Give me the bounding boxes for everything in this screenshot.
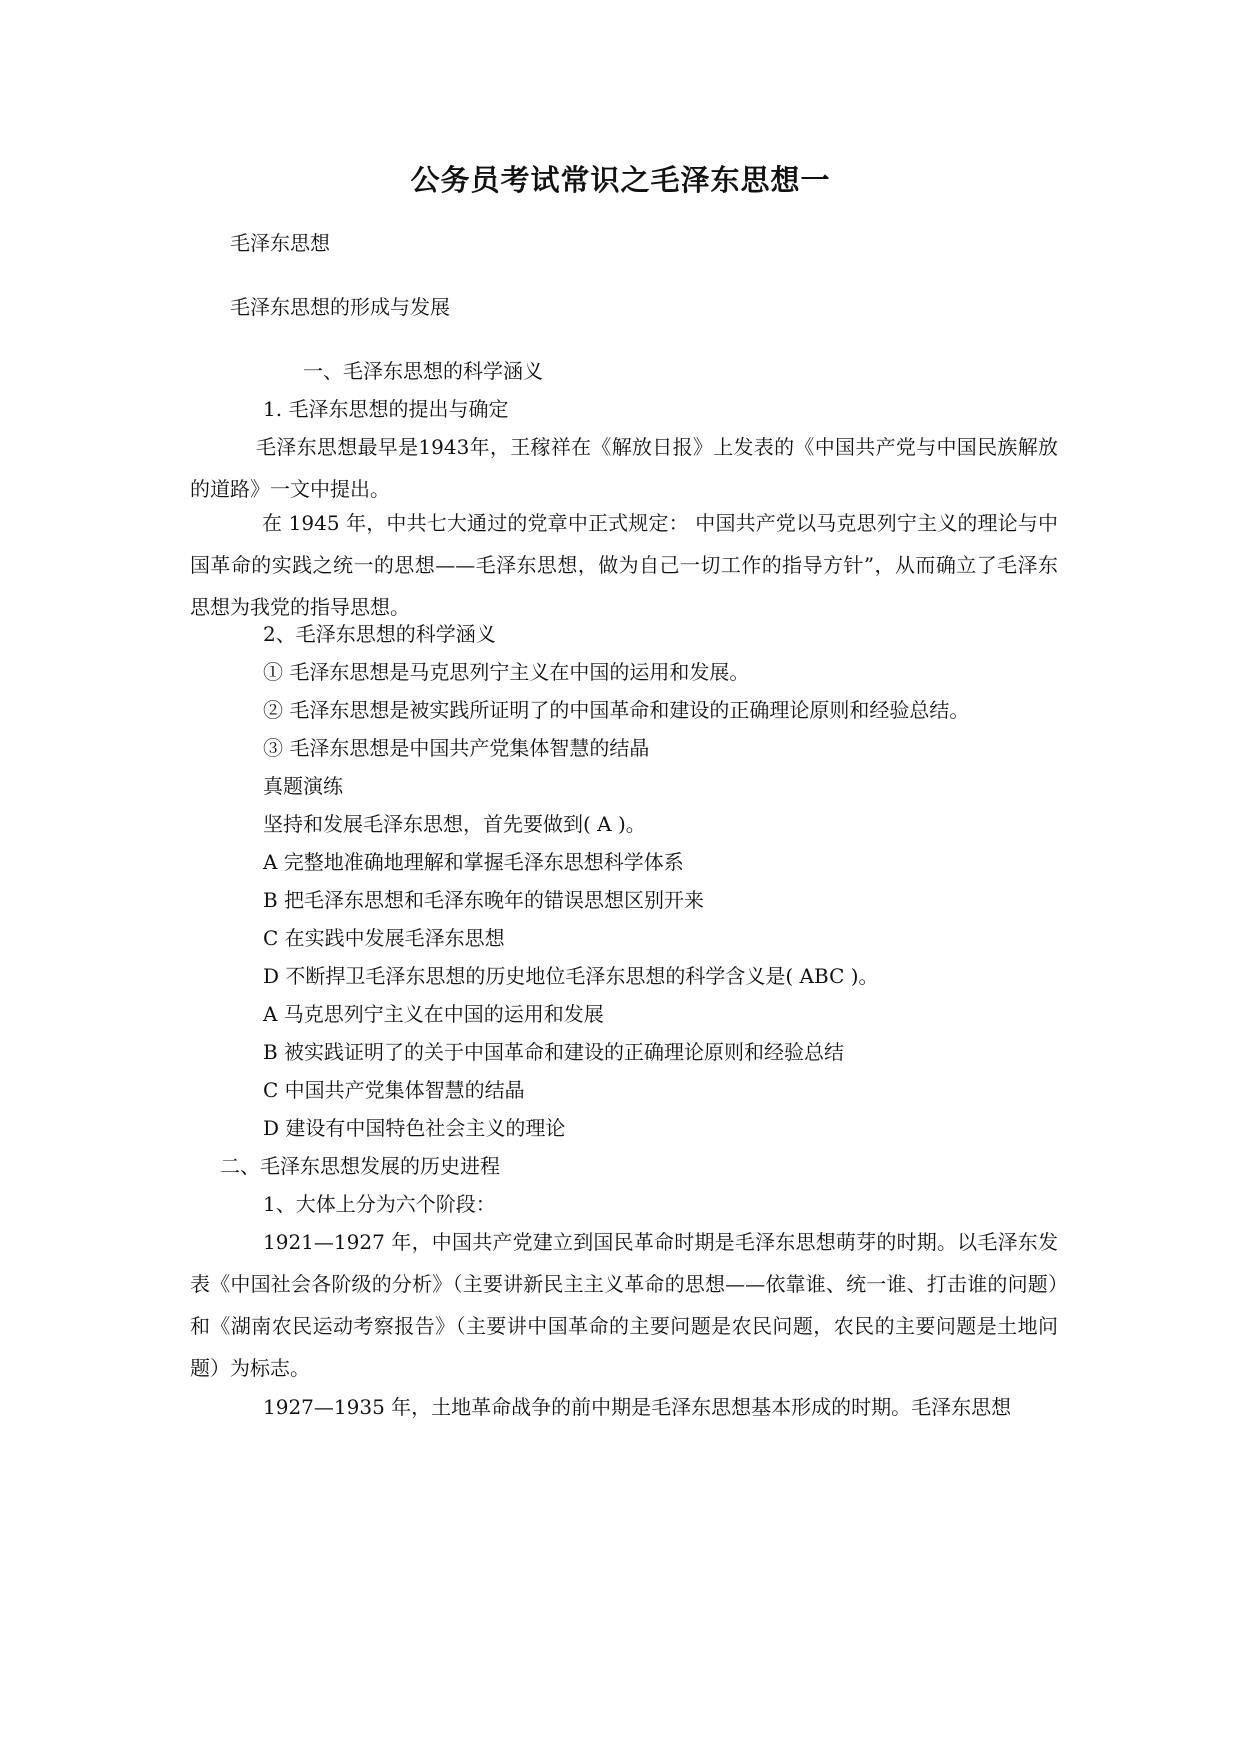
- question-one-option-b: B 把毛泽东思想和毛泽东晚年的错误思想区别开来: [263, 888, 705, 912]
- point-one: ① 毛泽东思想是马克思列宁主义在中国的运用和发展。: [263, 660, 750, 684]
- question-one: 坚持和发展毛泽东思想，首先要做到( A )。: [263, 812, 646, 836]
- paragraph-stage-1927-1935: 1927—1935 年，土地革命战争的前中期是毛泽东思想基本形成的时期。毛泽东思想: [263, 1395, 1012, 1419]
- exercise-heading: 真题演练: [263, 774, 343, 798]
- question-one-option-a: A 完整地准确地理解和掌握毛泽东思想科学体系: [263, 850, 684, 874]
- section-heading-scientific-meaning: 一、毛泽东思想的科学涵义: [303, 359, 543, 383]
- question-two-option-c: C 中国共产党集体智慧的结晶: [263, 1078, 525, 1102]
- point-three: ③ 毛泽东思想是中国共产党集体智慧的结晶: [263, 736, 650, 760]
- question-two-option-d: D 建设有中国特色社会主义的理论: [263, 1116, 566, 1140]
- question-one-option-c: C 在实践中发展毛泽东思想: [263, 926, 505, 950]
- question-two-option-b: B 被实践证明了的关于中国革命和建设的正确理论原则和经验总结: [263, 1040, 845, 1064]
- question-one-option-d: D 不断捍卫毛泽东思想的历史地位毛泽东思想的科学含义是( ABC )。: [263, 964, 879, 988]
- section-heading-historical-process: 二、毛泽东思想发展的历史进程: [220, 1154, 500, 1178]
- point-two: ② 毛泽东思想是被实践所证明了的中国革命和建设的正确理论原则和经验总结。: [263, 698, 970, 722]
- document-title: 公务员考试常识之毛泽东思想一: [410, 163, 831, 197]
- heading-formation-development: 毛泽东思想的形成与发展: [230, 295, 450, 319]
- question-two-option-a: A 马克思列宁主义在中国的运用和发展: [263, 1002, 604, 1026]
- paragraph-first-proposal: 毛泽东思想最早是1943年，王稼祥在《解放日报》上发表的《中国共产党与中国民族解放的道路》一文中提出。: [190, 435, 1058, 501]
- heading-mao-thought: 毛泽东思想: [230, 231, 330, 255]
- paragraph-stage-1921-1927: 1921—1927 年，中国共产党建立到国民革命时期是毛泽东思想萌芽的时期。以毛泽东发表《中国社会各阶级的分析》（主要讲新民主主义革命的思想——依靠谁、统一谁、打击谁的问题）和《湖南农民运动考察报告》（主要讲中国革命的主要问题是农民问题，农民的主要问题是土地问题）为标志。: [190, 1230, 1058, 1380]
- item-scientific-meaning: 2、毛泽东思想的科学涵义: [263, 622, 496, 646]
- item-proposal-and-confirmation: 1. 毛泽东思想的提出与确定: [263, 397, 509, 421]
- item-six-stages: 1、大体上分为六个阶段：: [263, 1192, 496, 1216]
- paragraph-seventh-congress: 在 1945 年，中共七大通过的党章中正式规定： 中国共产党以马克思列宁主义的理论与中国革命的实践之统一的思想——毛泽东思想，做为自己一切工作的指导方针”，从而确立了毛泽东思想为我党的指导思想。: [190, 511, 1058, 619]
